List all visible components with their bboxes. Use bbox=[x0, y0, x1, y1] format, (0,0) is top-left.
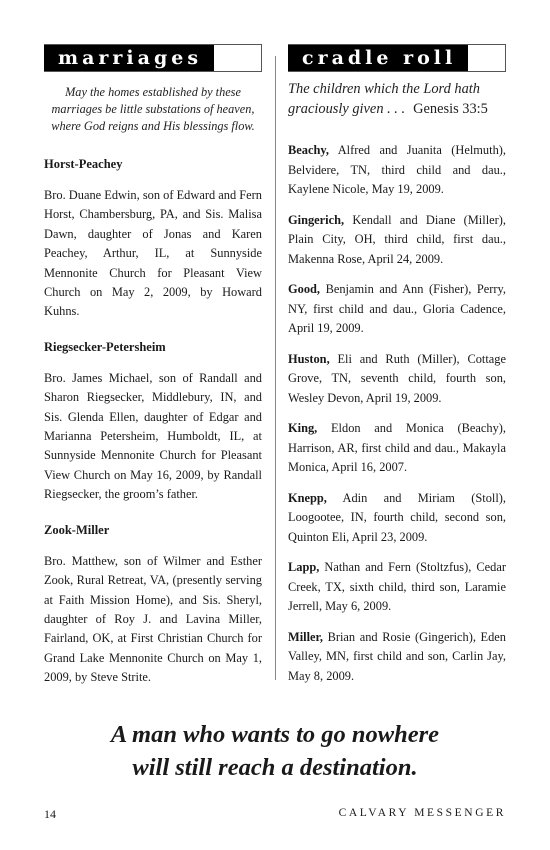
couple-name: Horst-Peachey bbox=[44, 157, 123, 171]
couple-text: Bro. Matthew, son of Wilmer and Esther Zook, Rural Retreat, VA, (presently serving at Faith Mission Home), and Sis. Sheryl, daughter of Roy J. and Lavina Miller, Fairland, OK, at First Christian Church for Grand Lake Mennonite Church on May 1, 2009, by Steve Strite. bbox=[44, 553, 262, 685]
birth-details: Nathan and Fern (Stoltzfus), Cedar Creek, TX, sixth child, third son, Laramie Jerrell, May 6, 2009. bbox=[288, 560, 506, 613]
quote-line: A man who wants to go nowhere bbox=[110, 721, 440, 748]
column-divider bbox=[275, 56, 276, 680]
birth-surname: Gingerich, bbox=[288, 212, 345, 227]
cradle-roll-verse: The children which the Lord hath graciously given . . . bbox=[288, 81, 480, 117]
marriages-heading: marriages bbox=[44, 45, 214, 71]
scripture-reference: Genesis 33:5 bbox=[413, 100, 488, 117]
marriages-header bbox=[44, 44, 262, 72]
quote-line: will still reach a destination. bbox=[132, 754, 418, 781]
birth-entry bbox=[288, 558, 506, 617]
couple-name: Riegsecker-Petersheim bbox=[44, 339, 166, 354]
cradle-roll-column bbox=[288, 44, 506, 686]
birth-details: Adin and Miriam (Stoll), Loogootee, IN, fourth child, second son, Quinton Eli, April 23, 2009. bbox=[288, 490, 506, 544]
birth-surname: King, bbox=[288, 421, 318, 435]
birth-entry bbox=[288, 628, 506, 687]
birth-entry bbox=[288, 280, 506, 339]
birth-entry bbox=[288, 419, 506, 478]
birth-details: Kendall and Diane (Miller), Plain City, OH, third child, first dau., Makenna Rose, April 24, 2009. bbox=[288, 212, 506, 266]
publication-name: CALVARY MESSENGER bbox=[338, 807, 506, 819]
couple-name: Zook-Miller bbox=[44, 522, 110, 537]
birth-entry bbox=[288, 141, 506, 200]
birth-surname: Knepp, bbox=[288, 490, 327, 505]
couple-text: Bro. Duane Edwin, son of Edward and Fern Horst, Chambersburg, PA, and Sis. Malisa Dawn, daughter of Jonas and Karen Peachey, Arthur, IL, at Sunnyside Mennonite Church for Pleasant View Church on May 2, 2009, by Howard Kuhns. bbox=[44, 188, 262, 319]
birth-details: Alfred and Juanita (Helmuth), Belvidere, TN, third child and dau., Kaylene Nicole, May 19, 2009. bbox=[288, 143, 506, 196]
birth-surname: Miller, bbox=[288, 629, 323, 644]
birth-details: Brian and Rosie (Gingerich), Eden Valley, MN, first child and son, Carlin Jay, May 8, 2009. bbox=[288, 629, 506, 683]
couple-text: Bro. James Michael, son of Randall and Sharon Riegsecker, Middlebury, IN, and Sis. Glenda Ellen, daughter of Edgar and Marianna Petersheim, Humboldt, IL, at Sunnyside Mennonite Church for Pleasant View Church on May 16, 2009, by Randall Riegsecker, the groom’s father. bbox=[44, 370, 262, 502]
marriages-intro: May the homes established by these marriages be little substations of heaven, where God reigns and His blessings flow. bbox=[51, 85, 255, 133]
cradle-roll-heading: cradle roll bbox=[288, 45, 468, 71]
marriages-column bbox=[44, 44, 262, 688]
birth-surname: Beachy, bbox=[288, 143, 329, 157]
cradle-roll-header bbox=[288, 44, 506, 72]
closing-quote bbox=[0, 718, 550, 784]
birth-entry bbox=[288, 489, 506, 548]
birth-surname: Good, bbox=[288, 282, 321, 296]
birth-details: Eli and Ruth (Miller), Cottage Grove, TN, seventh child, fourth son, Wesley Devon, April 19, 2009. bbox=[288, 351, 506, 405]
birth-details: Eldon and Monica (Beachy), Harrison, AR, first child and dau., Makayla Monica, April 16, 2007. bbox=[288, 421, 506, 474]
birth-details: Benjamin and Ann (Fisher), Perry, NY, first child and dau., Gloria Cadence, April 19, 2009. bbox=[288, 282, 506, 335]
cradle-roll-intro bbox=[288, 80, 506, 119]
birth-surname: Huston, bbox=[288, 351, 330, 366]
birth-entry bbox=[288, 350, 506, 409]
birth-entry bbox=[288, 211, 506, 270]
page-number: 14 bbox=[44, 807, 56, 821]
birth-surname: Lapp, bbox=[288, 560, 320, 574]
births-list bbox=[288, 141, 506, 686]
